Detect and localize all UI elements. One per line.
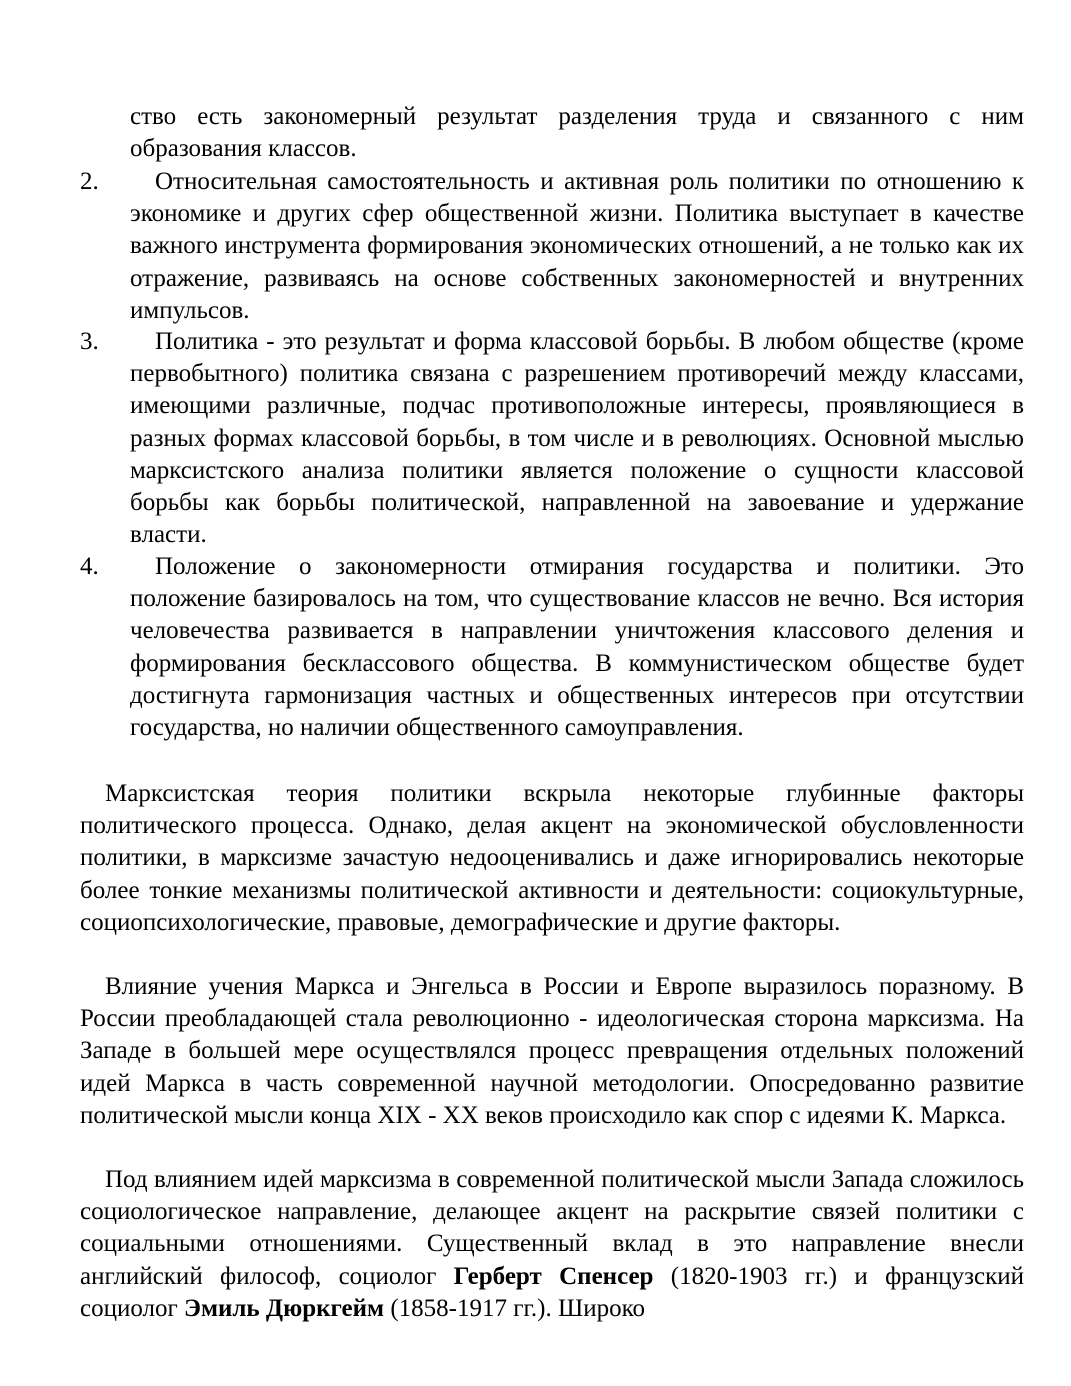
paragraph-text: (1858-1917 гг.). Широко xyxy=(390,1294,645,1322)
continuation-text: ство есть закономерный результат разделения труда и связанного с ним образования классов. xyxy=(130,103,1024,163)
paragraph-marxist-theory: Марксистская теория политики вскрыла некоторые глубинные факторы политического процесса. Однако, делая акцент на экономической обусловленности политики, в марксизме зачастую недооценивались и даже игнорировались некоторые более тонкие механизмы политической активности и деятельности: социокультурные, социопсихологические, правовые, демографические и другие факторы. xyxy=(80,780,1024,936)
person-name-spencer: Герберт Спенсер xyxy=(453,1262,654,1290)
paragraph-text: Под влиянием идей марксизма в современной политической мысли Запада сложилось социологическое направление, делающее акцент на раскрытие связей политики с социальными отношениями. Существенный вклад в это направление внесли английский философ, социолог xyxy=(80,1166,1024,1290)
list-item-3 xyxy=(80,326,1024,551)
person-name-durkheim: Эмиль Дюркгейм xyxy=(184,1294,385,1322)
list-number: 2. xyxy=(80,168,99,195)
paragraph-text: (1820-1903 гг.) и французский социолог xyxy=(80,1262,1024,1322)
list-text: Положение о закономерности отмирания государства и политики. Это положение базировалось на том, что существование классов не вечно. Вся история человечества развивается в направлении уничтожения классового деления и формирования бесклассового общества. В коммунистическом обществе будет достигнута гармонизация частных и общественных интересов при отсутствии государства, но наличии общественного самоуправления. xyxy=(130,553,1024,742)
list-item-2 xyxy=(80,166,1024,327)
list-text: Относительная самостоятельность и активная роль политики по отношению к экономике и других сфер общественной жизни. Политика выступает в качестве важного инструмента формирования экономических отношений, а не только как их отражение, развиваясь на основе собственных закономерностей и внутренних импульсов. xyxy=(130,168,1024,324)
list-item-4 xyxy=(80,551,1024,744)
paragraph-sociological-direction xyxy=(80,1164,1024,1325)
list-text: Политика - это результат и форма классовой борьбы. В любом обществе (кроме первобытного) политика связана с разрешением противоречий между классами, имеющими различные, подчас противоположные интересы, проявляющиеся в разных формах классовой борьбы, в том числе и в революциях. Основной мыслью марксистского анализа политики является положение о сущности классовой борьбы как борьбы политической, направленной на завоевание и удержание власти. xyxy=(130,328,1024,549)
paragraph-marx-engels-influence: Влияние учения Маркса и Энгельса в России и Европе выразилось поразному. В России преобладающей стала революционно - идеологическая сторона марксизма. На Западе в большей мере осуществлялся процесс превращения отдельных положений идей Маркса в часть современной научной методологии. Опосредованно развитие политической мысли конца XIX - XX веков происходило как спор с идеями К. Маркса. xyxy=(80,973,1024,1129)
list-number: 3. xyxy=(80,328,99,355)
list-number: 4. xyxy=(80,553,99,580)
